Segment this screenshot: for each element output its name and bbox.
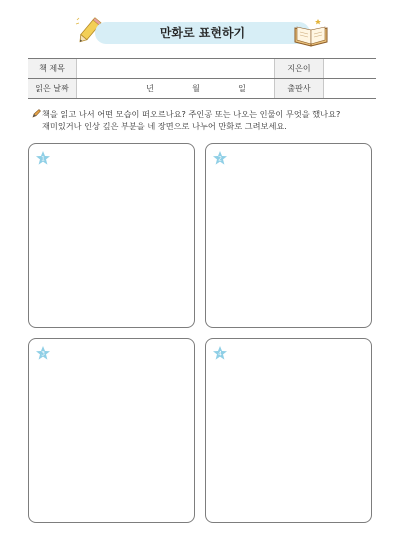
star-number-icon xyxy=(212,345,228,361)
day-unit: 일 xyxy=(238,84,246,93)
panel-number: 3 xyxy=(41,350,45,358)
book-info-table xyxy=(28,58,376,99)
publisher-field[interactable] xyxy=(324,79,377,99)
author-label: 지은이 xyxy=(275,59,324,79)
instruction xyxy=(32,108,382,132)
book-title-field[interactable] xyxy=(77,59,228,79)
month-unit: 월 xyxy=(192,84,200,93)
book-icon xyxy=(292,16,330,48)
comic-panel-4[interactable] xyxy=(205,338,372,523)
panel-number: 1 xyxy=(41,155,45,163)
comic-panel-2[interactable] xyxy=(205,143,372,328)
book-title-label: 책 제목 xyxy=(28,59,77,79)
author-field[interactable] xyxy=(324,59,377,79)
publisher-label: 출판사 xyxy=(275,79,324,99)
panel-number: 2 xyxy=(218,155,222,163)
instruction-line-2: 재미있거나 인상 깊은 부분을 네 장면으로 나누어 만화로 그려보세요. xyxy=(42,121,287,131)
comic-panel-1[interactable] xyxy=(28,143,195,328)
title-header xyxy=(0,0,400,58)
star-number-icon xyxy=(212,150,228,166)
panel-number: 4 xyxy=(218,350,222,358)
instruction-line-1: 책을 읽고 나서 어떤 모습이 떠오르나요? 주인공 또는 나오는 인물이 무엇을 했나요? xyxy=(42,109,341,119)
star-number-icon xyxy=(35,345,51,361)
page-title: 만화로 표현하기 xyxy=(159,26,246,40)
read-date-label: 읽은 날짜 xyxy=(28,79,77,99)
pen-icon xyxy=(32,109,41,118)
star-number-icon xyxy=(35,150,51,166)
year-unit: 년 xyxy=(146,84,154,93)
comic-panel-3[interactable] xyxy=(28,338,195,523)
read-date-field[interactable] xyxy=(77,79,275,99)
